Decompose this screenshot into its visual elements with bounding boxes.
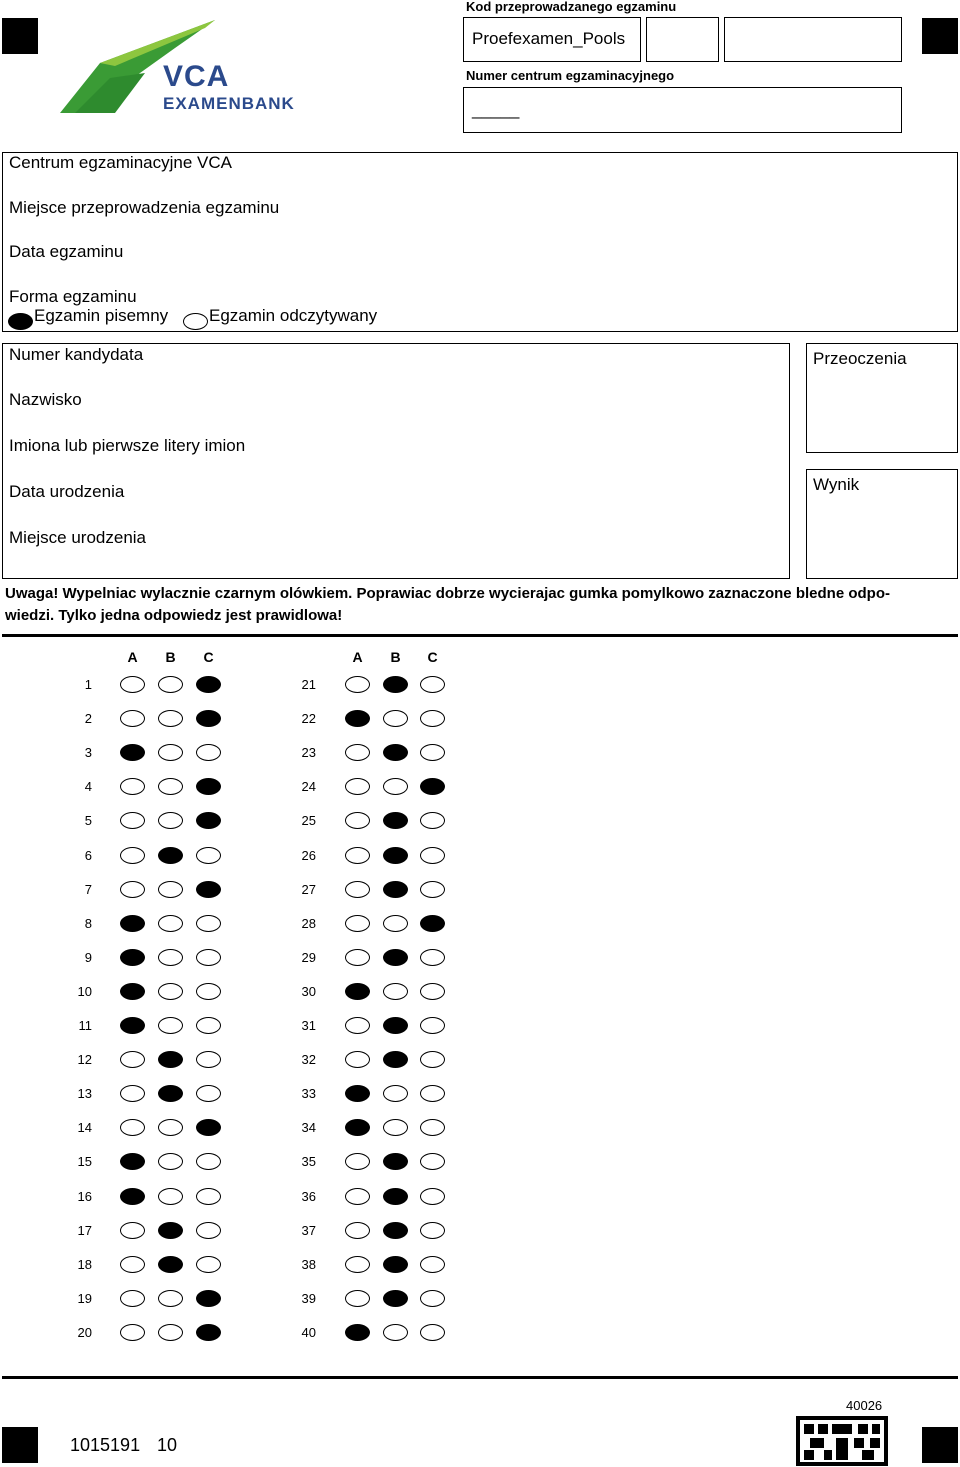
answer-bubble-24-b[interactable]: [383, 778, 408, 795]
answer-bubble-18-b[interactable]: [158, 1256, 183, 1273]
question-number: 30: [301, 983, 316, 999]
answer-bubble-16-c[interactable]: [196, 1188, 221, 1205]
answer-bubble-25-c[interactable]: [420, 812, 445, 829]
answer-bubble-2-c[interactable]: [196, 710, 221, 727]
answer-bubble-7-a[interactable]: [120, 881, 145, 898]
answer-bubble-16-a[interactable]: [120, 1188, 145, 1205]
center-number-label: Numer centrum egzaminacyjnego: [466, 68, 675, 83]
answer-bubble-35-c[interactable]: [420, 1153, 445, 1170]
question-number: 29: [301, 949, 316, 965]
answer-bubble-34-a[interactable]: [345, 1119, 370, 1136]
answer-bubble-13-c[interactable]: [196, 1085, 221, 1102]
answer-bubble-17-b[interactable]: [158, 1222, 183, 1239]
question-number: 4: [84, 779, 92, 795]
question-number: 21: [301, 677, 316, 692]
question-number: 34: [301, 1120, 316, 1136]
column-header-a: A: [352, 649, 363, 665]
answer-bubble-10-a[interactable]: [120, 983, 145, 1000]
answer-bubble-33-c[interactable]: [420, 1085, 445, 1102]
answer-bubble-9-a[interactable]: [120, 949, 145, 966]
answer-bubble-28-a[interactable]: [345, 915, 370, 932]
answer-bubble-19-a[interactable]: [120, 1290, 145, 1307]
answer-bubble-39-c[interactable]: [420, 1290, 445, 1307]
question-number: 5: [84, 813, 92, 829]
question-number: 12: [77, 1052, 92, 1068]
result-label: Wynik: [813, 475, 860, 494]
answer-bubble-38-a[interactable]: [345, 1256, 370, 1273]
question-number: 14: [77, 1120, 92, 1136]
answer-bubble-28-c[interactable]: [420, 915, 445, 932]
exam-form-label: Forma egzaminu: [9, 287, 137, 306]
answer-bubble-29-c[interactable]: [420, 949, 445, 966]
answer-bubble-33-b[interactable]: [383, 1085, 408, 1102]
answer-bubble-12-a[interactable]: [120, 1051, 145, 1068]
answer-bubble-16-b[interactable]: [158, 1188, 183, 1205]
answer-bubble-17-a[interactable]: [120, 1222, 145, 1239]
column-header-c: C: [203, 649, 214, 665]
answer-bubble-3-b[interactable]: [158, 744, 183, 761]
answer-bubble-14-b[interactable]: [158, 1119, 183, 1136]
answer-bubble-35-a[interactable]: [345, 1153, 370, 1170]
question-number: 11: [78, 1018, 92, 1033]
sheet-page: 10: [157, 1435, 178, 1455]
answer-bubble-2-b[interactable]: [158, 710, 183, 727]
answer-bubble-8-c[interactable]: [196, 915, 221, 932]
answer-bubble-5-a[interactable]: [120, 812, 145, 829]
answer-bubble-27-c[interactable]: [420, 881, 445, 898]
answer-bubble-4-b[interactable]: [158, 778, 183, 795]
question-number: 28: [301, 915, 316, 931]
barcode-image: [796, 1416, 888, 1466]
answer-bubble-21-b[interactable]: [383, 676, 408, 693]
answer-bubble-35-b[interactable]: [383, 1153, 408, 1170]
exam-code-label: Kod przeprowadzanego egzaminu: [466, 0, 677, 14]
answer-bubble-21-a[interactable]: [345, 676, 370, 693]
answer-bubble-15-a[interactable]: [120, 1153, 145, 1170]
answer-bubble-22-c[interactable]: [420, 710, 445, 727]
question-number: 10: [77, 983, 92, 999]
answer-bubble-1-b[interactable]: [158, 676, 183, 693]
answer-bubble-32-c[interactable]: [420, 1051, 445, 1068]
surname-label: Nazwisko: [9, 390, 82, 409]
answer-bubble-39-b[interactable]: [383, 1290, 408, 1307]
column-header-c: C: [427, 649, 438, 665]
question-number: 19: [77, 1290, 92, 1306]
question-number: 36: [301, 1188, 316, 1204]
logo-text-examenbank: EXAMENBANK: [163, 94, 295, 113]
answer-bubble-6-c[interactable]: [196, 847, 221, 864]
question-number: 1: [84, 677, 92, 692]
answer-bubble-5-b[interactable]: [158, 812, 183, 829]
radio-written-exam-label: Egzamin pisemny: [34, 306, 169, 325]
exam-location-label: Miejsce przeprowadzenia egzaminu: [9, 198, 280, 217]
answer-bubble-22-b[interactable]: [383, 710, 408, 727]
question-number: 6: [84, 847, 92, 863]
instructions-line-1: Uwaga! Wypelniac wylacznie czarnym olówkiem. Poprawiac dobrze wycierajac gumka pomylkowo zaznaczone bledne odpo-: [5, 585, 890, 602]
question-number: 40: [301, 1324, 316, 1340]
answer-bubble-3-a[interactable]: [120, 744, 145, 761]
answer-bubble-26-a[interactable]: [345, 847, 370, 864]
column-header-a: A: [127, 649, 138, 665]
answer-bubble-22-a[interactable]: [345, 710, 370, 727]
birth-place-label: Miejsce urodzenia: [9, 528, 147, 547]
answer-bubble-9-c[interactable]: [196, 949, 221, 966]
answer-bubble-23-b[interactable]: [383, 744, 408, 761]
question-number: 31: [301, 1018, 316, 1033]
answer-bubble-36-c[interactable]: [420, 1188, 445, 1205]
barcode-number: 40026: [846, 1398, 883, 1413]
answer-bubble-38-b[interactable]: [383, 1256, 408, 1273]
answer-bubble-37-a[interactable]: [345, 1222, 370, 1239]
question-number: 3: [84, 745, 92, 761]
question-number: 37: [301, 1222, 316, 1238]
answer-bubble-40-b[interactable]: [383, 1324, 408, 1341]
column-header-b: B: [165, 649, 176, 665]
question-number: 2: [84, 711, 92, 727]
answer-bubble-32-b[interactable]: [383, 1051, 408, 1068]
answer-bubble-10-b[interactable]: [158, 983, 183, 1000]
answer-bubble-19-b[interactable]: [158, 1290, 183, 1307]
exam-date-label: Data egzaminu: [9, 242, 124, 261]
sheet-id: 1015191: [70, 1435, 141, 1455]
answer-bubble-13-b[interactable]: [158, 1085, 183, 1102]
corner-marker-bottom-right: [922, 1427, 958, 1463]
given-names-label: Imiona lub pierwsze litery imion: [9, 436, 246, 455]
answer-bubble-38-c[interactable]: [420, 1256, 445, 1273]
question-number: 8: [84, 915, 92, 931]
answer-bubble-15-c[interactable]: [196, 1153, 221, 1170]
answer-bubble-11-c[interactable]: [196, 1017, 221, 1034]
answer-bubble-19-c[interactable]: [196, 1290, 221, 1307]
answer-bubble-23-c[interactable]: [420, 744, 445, 761]
center-number-value: _____: [472, 100, 520, 119]
answer-bubble-30-c[interactable]: [420, 983, 445, 1000]
answer-bubble-37-c[interactable]: [420, 1222, 445, 1239]
answer-bubble-15-b[interactable]: [158, 1153, 183, 1170]
answer-bubble-6-a[interactable]: [120, 847, 145, 864]
answer-bubble-36-a[interactable]: [345, 1188, 370, 1205]
answer-bubble-31-c[interactable]: [420, 1017, 445, 1034]
logo-text-vca: VCA: [163, 60, 230, 93]
candidate-number-label: Numer kandydata: [9, 345, 144, 364]
answer-bubble-4-c[interactable]: [196, 778, 221, 795]
answer-bubble-36-b[interactable]: [383, 1188, 408, 1205]
question-number: 24: [301, 779, 316, 795]
question-number: 33: [301, 1086, 316, 1102]
answer-bubble-12-b[interactable]: [158, 1051, 183, 1068]
answer-bubble-25-a[interactable]: [345, 812, 370, 829]
radio-read-exam-label: Egzamin odczytywany: [209, 306, 378, 325]
question-number: 17: [77, 1222, 92, 1238]
answer-bubble-5-c[interactable]: [196, 812, 221, 829]
answer-bubble-1-a[interactable]: [120, 676, 145, 693]
corner-marker-bottom-left: [2, 1427, 38, 1463]
question-number: 25: [301, 813, 316, 829]
answer-bubble-26-b[interactable]: [383, 847, 408, 864]
answer-bubble-23-a[interactable]: [345, 744, 370, 761]
answer-bubble-39-a[interactable]: [345, 1290, 370, 1307]
answer-bubble-34-c[interactable]: [420, 1119, 445, 1136]
question-number: 35: [301, 1154, 316, 1170]
answer-bubble-40-c[interactable]: [420, 1324, 445, 1341]
column-header-b: B: [390, 649, 401, 665]
instructions-line-2: wiedzi. Tylko jedna odpowiedz jest prawidlowa!: [5, 607, 343, 624]
answer-bubble-40-a[interactable]: [345, 1324, 370, 1341]
question-number: 26: [301, 847, 316, 863]
question-number: 20: [77, 1324, 92, 1340]
answer-bubble-24-c[interactable]: [420, 778, 445, 795]
answer-bubble-4-a[interactable]: [120, 778, 145, 795]
answer-bubble-30-b[interactable]: [383, 983, 408, 1000]
omissions-label: Przeoczenia: [813, 349, 907, 368]
answer-bubble-21-c[interactable]: [420, 676, 445, 693]
question-number: 7: [84, 881, 92, 897]
question-number: 27: [301, 881, 316, 897]
answer-bubble-3-c[interactable]: [196, 744, 221, 761]
question-number: 16: [77, 1188, 92, 1204]
answer-bubble-11-b[interactable]: [158, 1017, 183, 1034]
question-number: 23: [301, 745, 316, 761]
answer-bubble-26-c[interactable]: [420, 847, 445, 864]
answer-bubble-29-b[interactable]: [383, 949, 408, 966]
answer-bubble-25-b[interactable]: [383, 812, 408, 829]
question-number: 15: [77, 1154, 92, 1170]
birth-date-label: Data urodzenia: [9, 482, 125, 501]
answer-bubble-27-b[interactable]: [383, 881, 408, 898]
answer-bubble-10-c[interactable]: [196, 983, 221, 1000]
answer-bubble-18-a[interactable]: [120, 1256, 145, 1273]
answer-bubble-29-a[interactable]: [345, 949, 370, 966]
answer-bubble-11-a[interactable]: [120, 1017, 145, 1034]
answer-bubble-2-a[interactable]: [120, 710, 145, 727]
answer-bubble-20-c[interactable]: [196, 1324, 221, 1341]
question-number: 39: [301, 1290, 316, 1306]
answer-bubble-8-b[interactable]: [158, 915, 183, 932]
exam-code-value: Proefexamen_Pools: [472, 29, 626, 48]
answer-sheet-bottom-rule: [2, 1376, 958, 1379]
answer-bubble-20-a[interactable]: [120, 1324, 145, 1341]
answer-bubble-14-c[interactable]: [196, 1119, 221, 1136]
answer-bubble-37-b[interactable]: [383, 1222, 408, 1239]
question-number: 9: [84, 949, 92, 965]
answer-bubble-30-a[interactable]: [345, 983, 370, 1000]
answer-bubble-31-b[interactable]: [383, 1017, 408, 1034]
answer-bubble-7-b[interactable]: [158, 881, 183, 898]
question-number: 13: [77, 1086, 92, 1102]
answer-bubble-33-a[interactable]: [345, 1085, 370, 1102]
answer-bubble-34-b[interactable]: [383, 1119, 408, 1136]
answer-bubble-14-a[interactable]: [120, 1119, 145, 1136]
answer-bubble-7-c[interactable]: [196, 881, 221, 898]
answer-bubble-6-b[interactable]: [158, 847, 183, 864]
answer-bubble-17-c[interactable]: [196, 1222, 221, 1239]
answer-bubble-20-b[interactable]: [158, 1324, 183, 1341]
question-number: 18: [77, 1256, 92, 1272]
question-number: 22: [301, 711, 316, 727]
answer-bubble-24-a[interactable]: [345, 778, 370, 795]
answer-bubble-32-a[interactable]: [345, 1051, 370, 1068]
question-number: 32: [301, 1052, 316, 1068]
answer-bubble-31-a[interactable]: [345, 1017, 370, 1034]
answer-bubble-12-c[interactable]: [196, 1051, 221, 1068]
answer-bubble-13-a[interactable]: [120, 1085, 145, 1102]
exam-center-label: Centrum egzaminacyjne VCA: [9, 153, 232, 172]
answer-bubble-28-b[interactable]: [383, 915, 408, 932]
answer-bubble-9-b[interactable]: [158, 949, 183, 966]
answer-bubble-8-a[interactable]: [120, 915, 145, 932]
question-number: 38: [301, 1256, 316, 1272]
answer-bubble-18-c[interactable]: [196, 1256, 221, 1273]
answer-bubble-27-a[interactable]: [345, 881, 370, 898]
answer-bubble-1-c[interactable]: [196, 676, 221, 693]
